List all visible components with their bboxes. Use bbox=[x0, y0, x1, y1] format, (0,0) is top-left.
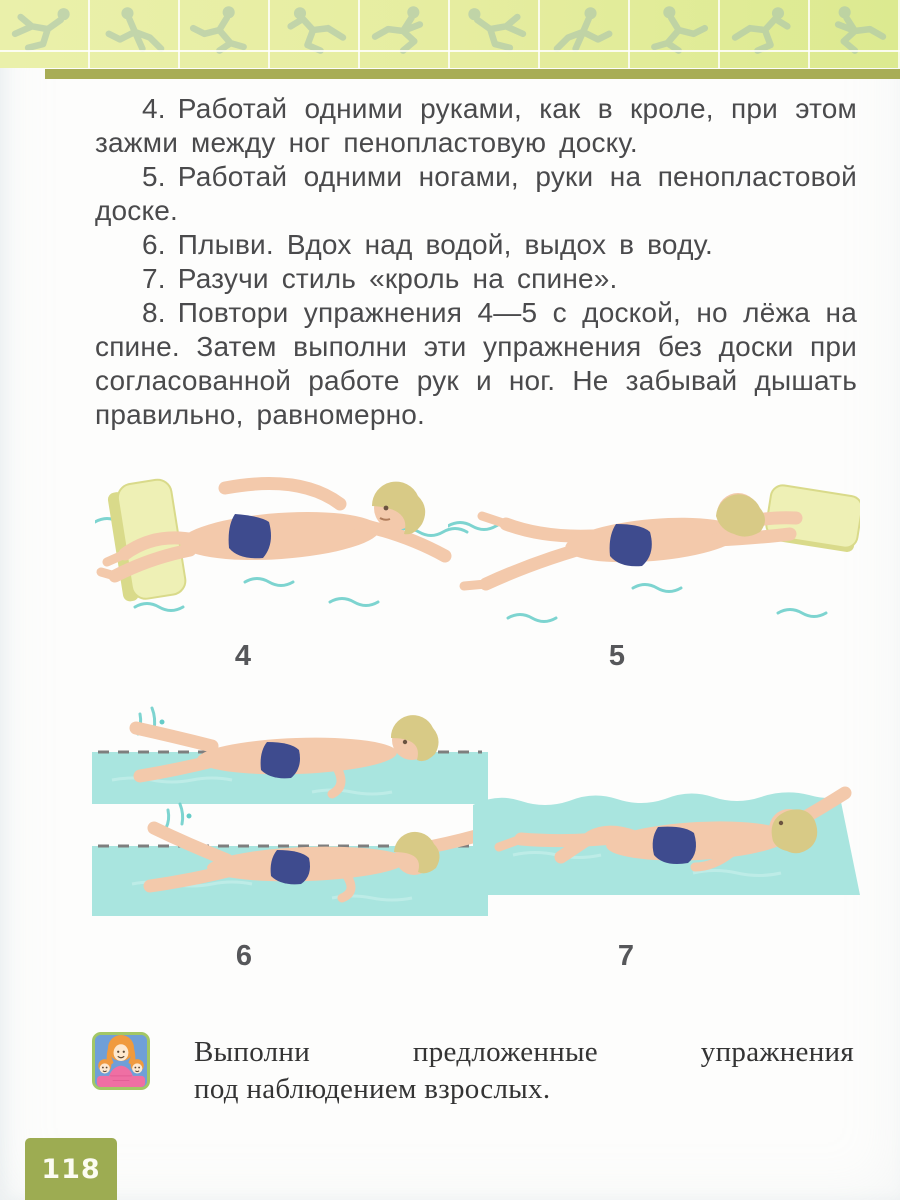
figure-label-6: 6 bbox=[235, 940, 253, 972]
instruction-number: 5. bbox=[142, 161, 166, 192]
adult-supervision-icon bbox=[92, 1032, 150, 1090]
instruction-item-5 bbox=[95, 160, 857, 228]
figure-4-illustration bbox=[95, 462, 470, 627]
instruction-list bbox=[95, 92, 857, 432]
gymnast-pictogram-icon bbox=[540, 0, 630, 68]
swimmer-pictogram-icon bbox=[450, 0, 540, 68]
instruction-text: Повтори упражнения 4—5 с доской, но лёжа на спине. Затем выполни эти упражнения без доски при согласованной работе рук и ног. Не забывай дышать правильно, равномерно. bbox=[95, 297, 857, 430]
ski-jumper-pictogram-icon bbox=[270, 0, 360, 68]
instruction-item-7 bbox=[95, 262, 857, 296]
page-number: 118 bbox=[41, 1153, 101, 1185]
instruction-item-4 bbox=[95, 92, 857, 160]
splash-2 bbox=[166, 804, 192, 828]
supervision-note bbox=[194, 1034, 854, 1108]
olive-divider-bar bbox=[45, 69, 900, 79]
figure-label-4: 4 bbox=[234, 640, 252, 672]
instruction-number: 4. bbox=[142, 93, 166, 124]
instruction-item-6 bbox=[95, 228, 857, 262]
instruction-number: 7. bbox=[142, 263, 166, 294]
hurdler-pictogram-icon bbox=[0, 0, 90, 68]
figure-6-illustration bbox=[92, 694, 488, 924]
figure-label-7: 7 bbox=[617, 940, 635, 972]
runner-pictogram-icon bbox=[360, 0, 450, 68]
figure-5-illustration bbox=[448, 468, 860, 628]
instruction-text: Разучи стиль «кроль на спине». bbox=[177, 263, 618, 294]
note-line: под наблюдением взрослых. bbox=[194, 1073, 551, 1105]
instruction-number: 6. bbox=[142, 229, 166, 260]
wrestler-pictogram-icon bbox=[810, 0, 900, 68]
instruction-text: Плыви. Вдох над водой, выдох в воду. bbox=[177, 229, 714, 260]
handball-player-pictogram-icon bbox=[630, 0, 720, 68]
swimmer bbox=[464, 493, 796, 586]
weightlifter-pictogram-icon bbox=[720, 0, 810, 68]
note-line: Выполни предложенные упражнения bbox=[194, 1036, 854, 1068]
soccer-player-pictogram-icon bbox=[90, 0, 180, 68]
figure-7-illustration bbox=[473, 765, 860, 900]
page-number-tab bbox=[25, 1138, 117, 1200]
cyclist-pictogram-icon bbox=[180, 0, 270, 68]
instruction-item-8 bbox=[95, 296, 857, 432]
instruction-text: Работай одними руками, как в кроле, при этом зажми между ног пенопластовую доску. bbox=[95, 93, 857, 158]
instruction-text: Работай одними ногами, руки на пенопластовой доске. bbox=[95, 161, 857, 226]
instruction-number: 8. bbox=[142, 297, 166, 328]
sports-pictogram-band bbox=[0, 0, 900, 68]
figure-label-5: 5 bbox=[608, 640, 626, 672]
